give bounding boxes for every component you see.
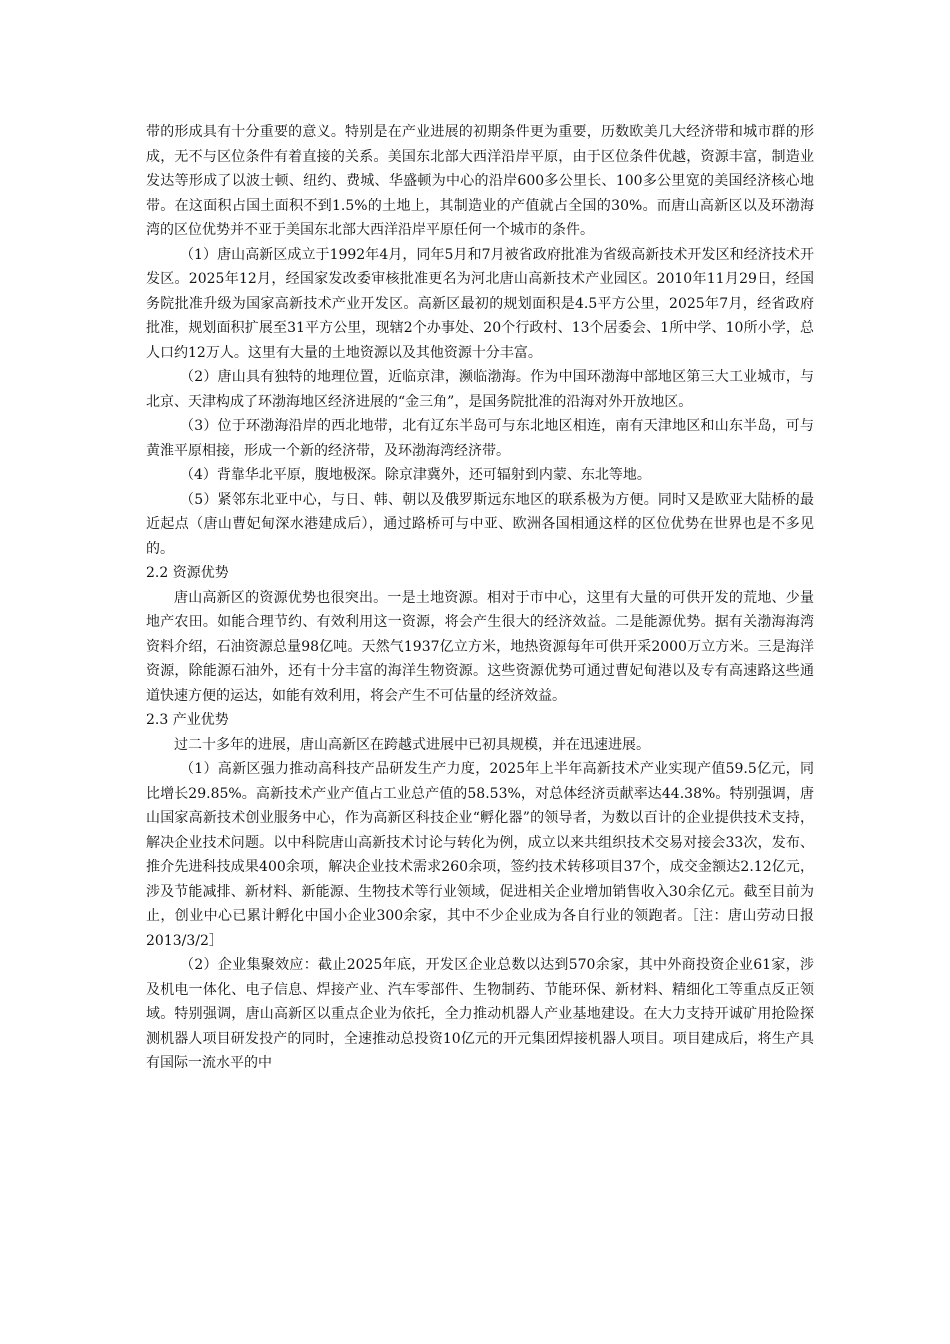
paragraph-point-3: （3）位于环渤海沿岸的西北地带，北有辽东半岛可与东北地区相连，南有天津地区和山东半岛，可与黄淮平原相接，形成一个新的经济带，及环渤海湾经济带。: [146, 418, 814, 459]
section-heading-resources: 2.2 资源优势: [146, 565, 229, 581]
section-heading-industry: 2.3 产业优势: [146, 712, 229, 728]
paragraph-point-1: （1）唐山高新区成立于1992年4月，同年5月和7月被省政府批准为省级高新技术开发区和经济技术开发区。2025年12月，经国家发改委审核批准更名为河北唐山高新技术产业园区。2010年11月29日，经国务院批准升级为国家高新技术产业开发区。高新区最初的规划面积是4.5平方公里，2025年7月，经省政府批准，规划面积扩展至31平方公里，现辖2个办事处、20个行政村、13个居委会、1所中学、10所小学，总人口约12万人。这里有大量的土地资源以及其他资源十分丰富。: [146, 246, 814, 361]
paragraph-industry-point-2: （2）企业集聚效应：截止2025年底，开发区企业总数以达到570余家，其中外商投资企业61家，涉及机电一体化、电子信息、焊接产业、汽车零部件、生物制药、节能环保、新材料、精细化工等重点反正领域。特别强调，唐山高新区以重点企业为依托，全力推动机器人产业基地建设。在大力支持开诚矿用抢险探测机器人项目研发投产的同时，全速推动总投资10亿元的开元集团焊接机器人项目。项目建成后，将生产具有国际一流水平的中: [146, 957, 814, 1071]
document-page: [146, 120, 814, 1076]
paragraph-point-4: （4）背靠华北平原，腹地极深。除京津冀外，还可辐射到内蒙、东北等地。: [180, 467, 651, 483]
paragraph-resources: 唐山高新区的资源优势也很突出。一是土地资源。相对于市中心，这里有大量的可供开发的荒地、少量地产农田。如能合理节约、有效利用这一资源，将会产生很大的经济效益。二是能源优势。据有关渤海海湾资料介绍，石油资源总量98亿吨。天然气1937亿立方米，地热资源每年可供开采2000万立方米。三是海洋资源，除能源石油外，还有十分丰富的海洋生物资源。这些资源优势可通过曹妃甸港以及专有高速路这些通道快速方便的运达，如能有效利用，将会产生不可估量的经济效益。: [146, 589, 814, 704]
paragraph-point-2: （2）唐山具有独特的地理位置，近临京津，濒临渤海。作为中国环渤海中部地区第三大工业城市，与北京、天津构成了环渤海地区经济进展的“金三角”，是国务院批准的沿海对外开放地区。: [146, 369, 814, 410]
paragraph-industry-intro: 过二十多年的进展，唐山高新区在跨越式进展中已初具规模，并在迅速进展。: [174, 736, 650, 753]
paragraph-continuation: 带的形成具有十分重要的意义。特别是在产业进展的初期条件更为重要，历数欧美几大经济带和城市群的形成，无不与区位条件有着直接的关系。美国东北部大西洋沿岸平原，由于区位条件优越，资源丰富，制造业发达等形成了以波士顿、纽约、费城、华盛顿为中心的沿岸600多公里长、100多公里宽的美国经济核心地带。在这面积占国土面积不到1.5%的土地上，其制造业的产值就占全国的30%。而唐山高新区以及环渤海湾的区位优势并不亚于美国东北部大西洋沿岸平原任何一个城市的条件。: [146, 124, 814, 238]
paragraph-point-5: （5）紧邻东北亚中心，与日、韩、朝以及俄罗斯远东地区的联系极为方便。同时又是欧亚大陆桥的最近起点（唐山曹妃甸深水港建成后），通过路桥可与中亚、欧洲各国相通这样的区位优势在世界也是不多见的。: [146, 491, 814, 557]
paragraph-industry-point-1: （1）高新区强力推动高科技产品研发生产力度，2025年上半年高新技术产业实现产值59.5亿元，同比增长29.85%。高新技术产业产值占工业总产值的58.53%，对总体经济贡献率达44.38%。特别强调，唐山国家高新技术创业服务中心，作为高新区科技企业“孵化器”的领导者，为数以百计的企业提供技术支持，解决企业技术问题。以中科院唐山高新技术讨论与转化为例，成立以来共组织技术交易对接会33次，发布、推介先进科技成果400余项，解决企业技术需求260余项，签约技术转移项目37个，成交金额达2.12亿元，涉及节能减排、新材料、新能源、生物技术等行业领域，促进相关企业增加销售收入30余亿元。截至目前为止，创业中心已累计孵化中国小企业300余家，其中不少企业成为各自行业的领跑者。［注：唐山劳动日报2013/3/2］: [146, 761, 814, 949]
